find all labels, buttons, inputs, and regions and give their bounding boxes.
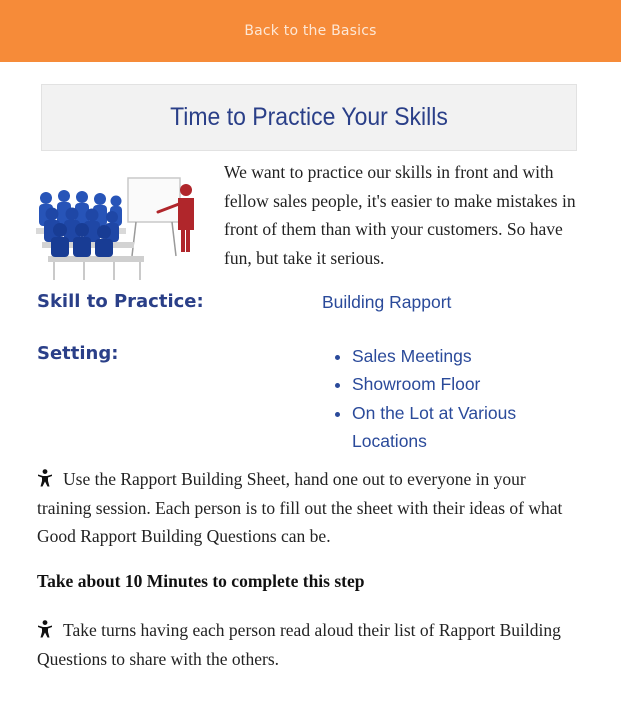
skill-value: Building Rapport: [322, 292, 452, 312]
time-note: Take about 10 Minutes to complete this step: [37, 571, 365, 591]
setting-list: [322, 342, 582, 455]
setting-item: • On the Lot at Various Locations: [352, 399, 582, 456]
setting-item: • Showroom Floor: [352, 370, 582, 398]
person-icon: [37, 620, 53, 638]
skill-label: Skill to Practice:: [37, 291, 204, 312]
step-paragraph: [37, 465, 582, 551]
setting-label: Setting:: [37, 343, 119, 364]
back-to-basics-link[interactable]: Back to the Basics: [244, 23, 377, 39]
title-banner: [41, 84, 577, 151]
step-paragraph: [37, 616, 582, 673]
page-title: Time to Practice Your Skills: [170, 103, 448, 131]
step-text: Take turns having each person read aloud their list of Rapport Building Questions to share with the others.: [37, 620, 561, 669]
person-icon: [37, 469, 53, 487]
intro-paragraph: We want to practice our skills in front and with fellow sales people, it's easier to make mistakes in front of them than with your customers. So have fun, but take it serious.: [224, 162, 576, 268]
setting-item: • Sales Meetings: [352, 342, 582, 370]
step-text: Use the Rapport Building Sheet, hand one out to everyone in your training session. Each person is to fill out the sheet with their ideas of what Good Rapport Building Questions can be.: [37, 469, 563, 546]
classroom-presentation-illustration: [36, 176, 212, 282]
top-nav-bar: [0, 0, 621, 62]
